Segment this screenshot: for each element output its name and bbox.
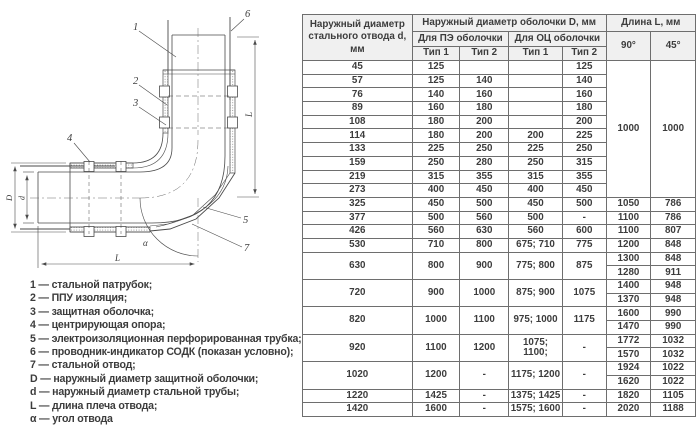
cell-pe2: 800 bbox=[460, 238, 509, 252]
casing-inner-bend bbox=[133, 133, 163, 163]
legend-item: L — длина плеча отвода; bbox=[30, 399, 158, 412]
cell-oc2: - bbox=[562, 211, 606, 225]
cell-pe2: 1100 bbox=[460, 307, 509, 334]
cell-l90: 1000 bbox=[606, 61, 651, 198]
legend-item: 7 — стальной отвод; bbox=[30, 359, 136, 372]
callout-leaders bbox=[74, 19, 244, 247]
cell-l45: 911 bbox=[651, 266, 696, 280]
elbow-body bbox=[17, 17, 238, 262]
cell-oc2: 875 bbox=[562, 252, 606, 279]
cell-oc2: 775 bbox=[562, 238, 606, 252]
cell-l45: 948 bbox=[651, 293, 696, 307]
cell-oc1: 450 bbox=[509, 197, 563, 211]
cell-oc1: 775; 800 bbox=[509, 252, 563, 279]
dim-label-L-right: L bbox=[244, 111, 254, 117]
table-row bbox=[303, 238, 696, 252]
cell-l45: 807 bbox=[651, 225, 696, 239]
cell-oc2: 200 bbox=[562, 115, 606, 129]
cell-pe1: 560 bbox=[412, 225, 460, 239]
cell-pe2: 560 bbox=[460, 211, 509, 225]
dim-label-L-bottom: L bbox=[115, 253, 121, 263]
cell-oc2: 250 bbox=[562, 143, 606, 157]
cell-oc1: 1575; 1600 bbox=[509, 403, 563, 417]
cell-l90: 1280 bbox=[606, 266, 651, 280]
legend-item: 2 — ППУ изоляция; bbox=[30, 292, 128, 305]
legend-item: d — наружный диаметр стальной трубы; bbox=[30, 386, 240, 399]
cell-l45: 1188 bbox=[651, 403, 696, 417]
centering-support bbox=[228, 86, 238, 97]
cell-oc1 bbox=[509, 61, 563, 75]
table-row bbox=[303, 252, 696, 266]
cell-l90: 1620 bbox=[606, 375, 651, 389]
cell-l90: 1300 bbox=[606, 252, 651, 266]
table-row bbox=[303, 403, 696, 417]
cell-oc2: - bbox=[562, 334, 606, 361]
cell-pe2: 280 bbox=[460, 156, 509, 170]
callout-1-label: 1 bbox=[133, 22, 139, 33]
cell-d: 273 bbox=[303, 184, 413, 198]
cell-oc2: 500 bbox=[562, 197, 606, 211]
cell-d: 133 bbox=[303, 143, 413, 157]
cell-pe1: 1600 bbox=[412, 403, 460, 417]
cell-oc1: 250 bbox=[509, 156, 563, 170]
cell-oc1: 200 bbox=[509, 129, 563, 143]
cell-l90: 1924 bbox=[606, 362, 651, 376]
centering-support bbox=[160, 86, 170, 97]
cell-oc2: 355 bbox=[562, 170, 606, 184]
legend-item: 3 — защитная оболочка; bbox=[30, 305, 154, 318]
cell-pe1: 450 bbox=[412, 197, 460, 211]
cell-l45: 786 bbox=[651, 211, 696, 225]
table-row bbox=[303, 389, 696, 403]
leader-1 bbox=[139, 31, 176, 57]
cell-oc1: 975; 1000 bbox=[509, 307, 563, 334]
cell-pe2: 160 bbox=[460, 88, 509, 102]
cell-oc2: 140 bbox=[562, 74, 606, 88]
table-row bbox=[303, 307, 696, 321]
table-row bbox=[303, 197, 696, 211]
table-row bbox=[303, 225, 696, 239]
cell-pe2: - bbox=[460, 403, 509, 417]
cell-d: 820 bbox=[303, 307, 413, 334]
leader-4 bbox=[74, 143, 90, 162]
cell-l45: 948 bbox=[651, 280, 696, 294]
cell-pe2: 450 bbox=[460, 184, 509, 198]
dimensions bbox=[11, 37, 259, 268]
cell-l90: 1600 bbox=[606, 307, 651, 321]
table-row bbox=[303, 211, 696, 225]
cell-l45: 1022 bbox=[651, 375, 696, 389]
header-pe-type2: Тип 2 bbox=[460, 47, 509, 61]
cell-d: 920 bbox=[303, 334, 413, 361]
cell-d: 1420 bbox=[303, 403, 413, 417]
leader-3 bbox=[139, 107, 166, 125]
header-steel-diameter: Наружный диаметр стального отвода d, мм bbox=[303, 15, 413, 61]
cell-pe1: 900 bbox=[412, 280, 460, 307]
callout-7-label: 7 bbox=[244, 243, 250, 254]
cell-pe2: 200 bbox=[460, 115, 509, 129]
cell-oc1: 875; 900 bbox=[509, 280, 563, 307]
header-length-group: Длина L, мм bbox=[606, 15, 695, 32]
header-oc-type2: Тип 2 bbox=[562, 47, 606, 61]
cell-pe2: 140 bbox=[460, 74, 509, 88]
cell-pe1: 250 bbox=[412, 156, 460, 170]
cell-oc1: 1175; 1200 bbox=[509, 362, 563, 389]
cell-l45: 990 bbox=[651, 321, 696, 335]
cell-oc1: 675; 710 bbox=[509, 238, 563, 252]
cell-d: 1020 bbox=[303, 362, 413, 389]
cell-l45: 848 bbox=[651, 238, 696, 252]
cell-oc1: 315 bbox=[509, 170, 563, 184]
cell-pe1: 1200 bbox=[412, 362, 460, 389]
cell-pe2: 355 bbox=[460, 170, 509, 184]
cell-oc1: 1075; 1100; bbox=[509, 334, 563, 361]
pipe-bend-outer bbox=[152, 156, 225, 223]
callout-2-label: 2 bbox=[133, 76, 139, 87]
legend-list bbox=[30, 279, 302, 426]
cell-oc2: 315 bbox=[562, 156, 606, 170]
cell-oc2: - bbox=[562, 389, 606, 403]
cell-pe1: 180 bbox=[412, 129, 460, 143]
cell-l45: 786 bbox=[651, 197, 696, 211]
cell-d: 108 bbox=[303, 115, 413, 129]
cell-pe1: 1100 bbox=[412, 334, 460, 361]
cell-pe1: 315 bbox=[412, 170, 460, 184]
cell-pe2 bbox=[460, 61, 509, 75]
cell-l90: 1370 bbox=[606, 293, 651, 307]
cell-oc1: 1375; 1425 bbox=[509, 389, 563, 403]
cell-pe1: 800 bbox=[412, 252, 460, 279]
cell-oc2: 1075 bbox=[562, 280, 606, 307]
cell-l90: 1400 bbox=[606, 280, 651, 294]
cell-pe1: 500 bbox=[412, 211, 460, 225]
insulating-tube-line bbox=[156, 166, 228, 227]
cell-d: 57 bbox=[303, 74, 413, 88]
cell-pe1: 125 bbox=[412, 61, 460, 75]
callout-5-label: 5 bbox=[243, 215, 249, 226]
cell-d: 325 bbox=[303, 197, 413, 211]
cell-oc1 bbox=[509, 102, 563, 116]
cell-pe2: 900 bbox=[460, 252, 509, 279]
dim-label-D: D bbox=[4, 194, 14, 201]
cell-pe1: 160 bbox=[412, 102, 460, 116]
header-oc-group: Для ОЦ оболочки bbox=[509, 32, 607, 47]
leader-6 bbox=[231, 19, 244, 31]
cell-l90: 1100 bbox=[606, 211, 651, 225]
header-oc-type1: Тип 1 bbox=[509, 47, 563, 61]
cell-pe2: - bbox=[460, 362, 509, 389]
dim-label-d: d bbox=[17, 196, 27, 200]
cell-l90: 1200 bbox=[606, 238, 651, 252]
cell-oc1 bbox=[509, 88, 563, 102]
cell-oc2: - bbox=[562, 362, 606, 389]
cell-pe2: 250 bbox=[460, 143, 509, 157]
cell-oc1: 400 bbox=[509, 184, 563, 198]
cell-pe1: 140 bbox=[412, 88, 460, 102]
table-row bbox=[303, 334, 696, 348]
cell-l90: 2020 bbox=[606, 403, 651, 417]
centering-support bbox=[160, 117, 170, 128]
legend-item: 5 — электроизоляционная перфорированная трубка; bbox=[30, 332, 302, 345]
legend-item: D — наружный диаметр защитной оболочки; bbox=[30, 372, 259, 385]
cell-oc2: 1175 bbox=[562, 307, 606, 334]
elbow-drawing bbox=[0, 0, 302, 278]
cell-d: 630 bbox=[303, 252, 413, 279]
header-casing-diameter-group: Наружный диаметр оболочки D, мм bbox=[412, 15, 606, 32]
cell-pe1: 710 bbox=[412, 238, 460, 252]
header-pe-group: Для ПЭ оболочки bbox=[412, 32, 508, 47]
cell-d: 89 bbox=[303, 102, 413, 116]
cell-l90: 1050 bbox=[606, 197, 651, 211]
cell-l90: 1100 bbox=[606, 225, 651, 239]
cell-pe2: - bbox=[460, 389, 509, 403]
cell-d: 219 bbox=[303, 170, 413, 184]
cell-pe1: 180 bbox=[412, 115, 460, 129]
cell-oc2: 160 bbox=[562, 88, 606, 102]
leader-7 bbox=[192, 224, 242, 247]
cell-d: 1220 bbox=[303, 389, 413, 403]
table-body bbox=[303, 61, 696, 417]
header-pe-type1: Тип 1 bbox=[412, 47, 460, 61]
table-row bbox=[303, 362, 696, 376]
callout-6-label: 6 bbox=[245, 9, 251, 20]
cell-l45: 848 bbox=[651, 252, 696, 266]
dimensions-table bbox=[302, 14, 696, 417]
cell-pe1: 400 bbox=[412, 184, 460, 198]
cell-oc1 bbox=[509, 74, 563, 88]
centering-support bbox=[228, 117, 238, 128]
cell-pe2: 180 bbox=[460, 102, 509, 116]
cell-d: 426 bbox=[303, 225, 413, 239]
legend-item: 4 — центрирующая опора; bbox=[30, 319, 166, 332]
cell-oc2: 125 bbox=[562, 61, 606, 75]
cell-d: 530 bbox=[303, 238, 413, 252]
cell-d: 114 bbox=[303, 129, 413, 143]
cell-l90: 1772 bbox=[606, 334, 651, 348]
cell-l45: 1105 bbox=[651, 389, 696, 403]
cell-d: 159 bbox=[303, 156, 413, 170]
cell-d: 377 bbox=[303, 211, 413, 225]
legend-item: α — угол отвода bbox=[30, 413, 113, 426]
cell-oc1 bbox=[509, 115, 563, 129]
cell-oc1: 225 bbox=[509, 143, 563, 157]
cell-oc2: 180 bbox=[562, 102, 606, 116]
cell-oc1: 560 bbox=[509, 225, 563, 239]
cell-l45: 1000 bbox=[651, 61, 696, 198]
header-90deg: 90° bbox=[606, 32, 651, 61]
callout-3-label: 3 bbox=[133, 98, 139, 109]
dimensions-table-wrap bbox=[302, 14, 698, 417]
callout-4-label: 4 bbox=[67, 133, 73, 144]
cell-pe1: 1000 bbox=[412, 307, 460, 334]
cell-l90: 1470 bbox=[606, 321, 651, 335]
cell-oc2: 450 bbox=[562, 184, 606, 198]
cell-pe1: 125 bbox=[412, 74, 460, 88]
cell-pe2: 200 bbox=[460, 129, 509, 143]
cell-pe1: 1425 bbox=[412, 389, 460, 403]
cell-l45: 1032 bbox=[651, 334, 696, 348]
cell-d: 76 bbox=[303, 88, 413, 102]
cell-pe2: 1200 bbox=[460, 334, 509, 361]
header-45deg: 45° bbox=[651, 32, 696, 61]
legend-item: 6 — проводник-индикатор СОДК (показан условно); bbox=[30, 346, 294, 359]
cell-pe2: 1000 bbox=[460, 280, 509, 307]
cell-l90: 1570 bbox=[606, 348, 651, 362]
table-row bbox=[303, 61, 696, 75]
pipe-bend-inner bbox=[140, 148, 172, 172]
cell-oc2: 600 bbox=[562, 225, 606, 239]
cell-l45: 1022 bbox=[651, 362, 696, 376]
cell-oc1: 500 bbox=[509, 211, 563, 225]
legend-item: 1 — стальной патрубок; bbox=[30, 279, 153, 291]
cell-d: 720 bbox=[303, 280, 413, 307]
table-row bbox=[303, 280, 696, 294]
cell-pe2: 500 bbox=[460, 197, 509, 211]
cell-pe2: 630 bbox=[460, 225, 509, 239]
cell-oc2: 225 bbox=[562, 129, 606, 143]
dim-label-angle: α bbox=[143, 238, 148, 248]
leader-5 bbox=[203, 207, 241, 218]
cell-l45: 1032 bbox=[651, 348, 696, 362]
cell-d: 45 bbox=[303, 61, 413, 75]
casing-wall bbox=[70, 227, 150, 232]
cell-l90: 1820 bbox=[606, 389, 651, 403]
cell-oc2: - bbox=[562, 403, 606, 417]
cell-pe1: 225 bbox=[412, 143, 460, 157]
cell-l45: 990 bbox=[651, 307, 696, 321]
